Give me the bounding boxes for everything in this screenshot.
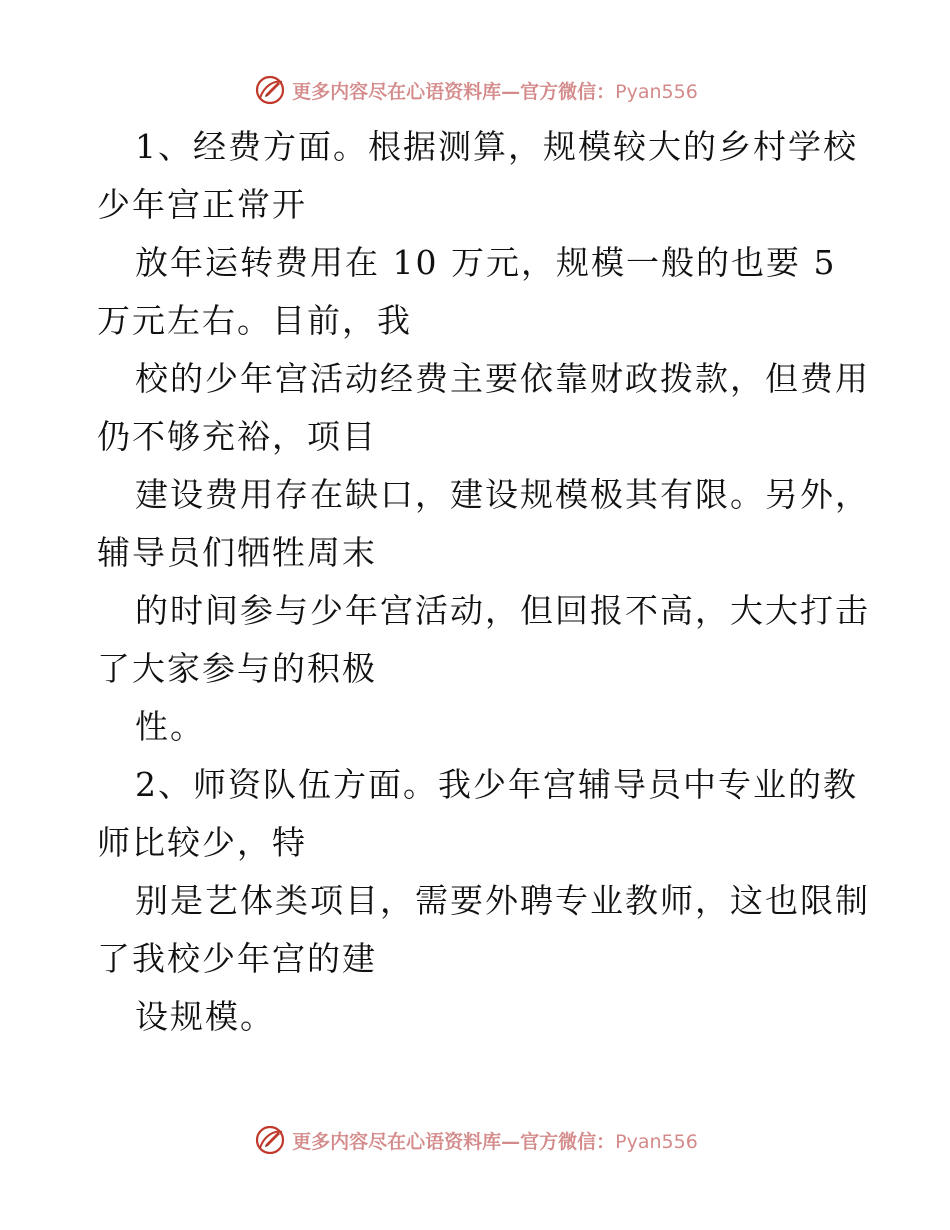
body-line: 校的少年宫活动经费主要依靠财政拨款，但费用: [135, 359, 870, 398]
body-line: 仍不够充裕，项目: [97, 417, 377, 456]
body-line: 性。: [135, 707, 205, 746]
watermark-main-text: 更多内容尽在心语资料库—官方微信：: [292, 80, 616, 103]
header-watermark: [0, 70, 950, 110]
body-line: 师比较少，特: [97, 823, 307, 862]
pen-swirl-logo-icon: [252, 1122, 288, 1158]
document-body: [97, 118, 870, 1046]
body-line: 少年宫正常开: [97, 185, 307, 224]
watermark-text: [292, 77, 698, 104]
body-line: 1、经费方面。根据测算，规模较大的乡村学校: [135, 127, 858, 166]
body-line: 放年运转费用在 10 万元，规模一般的也要 5: [135, 243, 837, 282]
body-line: 别是艺体类项目，需要外聘专业教师，这也限制: [135, 881, 870, 920]
footer-watermark: [0, 1120, 950, 1160]
body-line: 了我校少年宫的建: [97, 939, 377, 978]
watermark-main-text: 更多内容尽在心语资料库—官方微信：: [292, 1130, 616, 1153]
body-line: 了大家参与的积极: [97, 649, 377, 688]
watermark-wechat-id: Pyan556: [615, 80, 698, 103]
body-line: 万元左右。目前，我: [97, 301, 412, 340]
body-line: 设规模。: [135, 997, 275, 1036]
body-line: 2、师资队伍方面。我少年宫辅导员中专业的教: [135, 765, 858, 804]
body-line: 辅导员们牺牲周末: [97, 533, 377, 572]
watermark-wechat-id: Pyan556: [615, 1130, 698, 1153]
pen-swirl-logo-icon: [252, 72, 288, 108]
watermark-text: [292, 1127, 698, 1154]
body-line: 的时间参与少年宫活动，但回报不高，大大打击: [135, 591, 870, 630]
body-line: 建设费用存在缺口，建设规模极其有限。另外，: [135, 475, 870, 514]
